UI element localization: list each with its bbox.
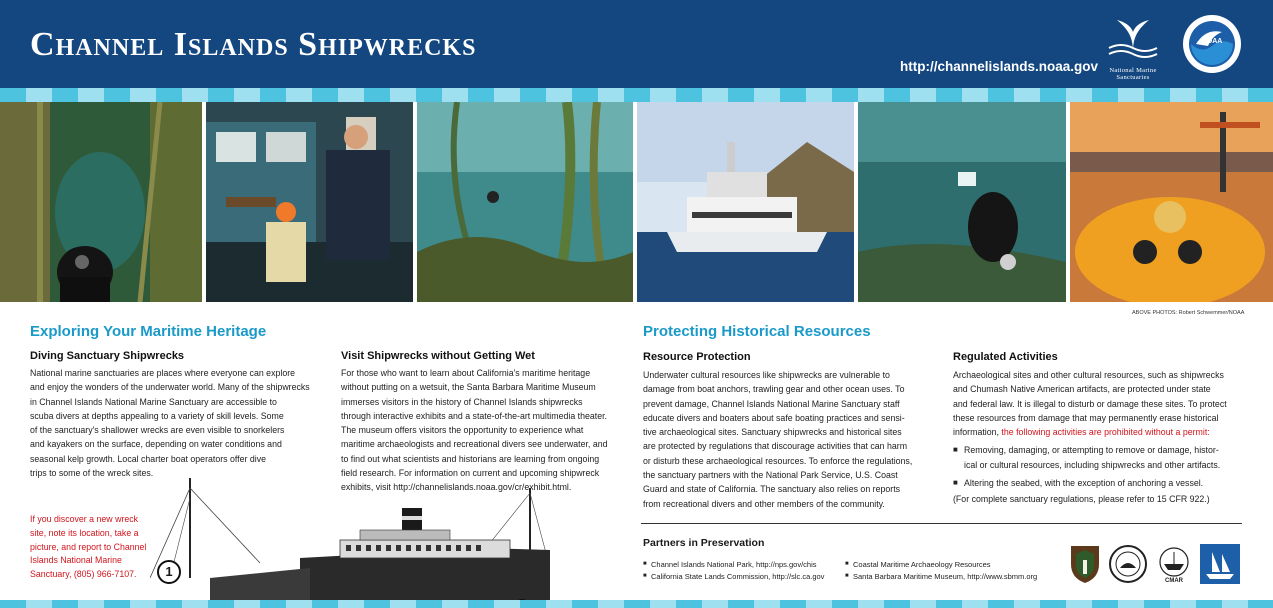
text-line: National marine sanctuaries are places where everyone can explore bbox=[30, 368, 296, 378]
decorative-stripe-bottom bbox=[0, 600, 1273, 608]
text-line: If you discover a new wreck bbox=[30, 514, 139, 524]
report-wreck-notice bbox=[30, 513, 173, 582]
sbmm-ship-logo bbox=[1200, 544, 1240, 584]
text-line: or disturb these archaeological resources. To enforce the regulations, bbox=[643, 455, 913, 466]
partner-item: ■ California State Lands Commission, http://slc.ca.gov bbox=[643, 571, 824, 583]
text-line: Archaeological sites and other cultural resources, such as shipwrecks bbox=[953, 370, 1224, 380]
text-line: are protected by regulations that discourage activities that can harm bbox=[643, 441, 908, 452]
diving-shipwrecks-text bbox=[30, 366, 330, 480]
text-line: ical or cultural resources, including shipwrecks and other artifacts. bbox=[964, 459, 1221, 470]
partner-item: ■ Santa Barbara Maritime Museum, http://www.sbmm.org bbox=[845, 571, 1037, 583]
photo-diver-with-camera bbox=[858, 102, 1066, 302]
text-line: picture, and report to Channel bbox=[30, 541, 147, 552]
partners-divider bbox=[641, 523, 1242, 524]
text-line: and enjoy the wonders of the underwater world. Many of the shipwrecks bbox=[30, 382, 310, 393]
nms-logo-line-1: National Marine bbox=[1109, 67, 1157, 74]
heading-exploring-heritage: Exploring Your Maritime Heritage bbox=[30, 323, 267, 340]
partners-list-col1 bbox=[643, 559, 824, 582]
text-line: without putting on a wetsuit, the Santa Barbara Maritime Museum bbox=[341, 382, 596, 393]
partner-item: ■ Coastal Maritime Archaeology Resources bbox=[845, 559, 1037, 571]
text-line: through interactive exhibits and a state-of-the-art multimedia theater. bbox=[341, 410, 608, 421]
prohibited-item-2 bbox=[953, 476, 1253, 490]
nms-logo-line-2: Sanctuaries bbox=[1116, 74, 1150, 81]
whale-tail-icon bbox=[1103, 8, 1163, 60]
text-line: field research. For information on current and upcoming shipwreck bbox=[341, 468, 600, 479]
text-line: scuba divers at depths appealing to a variety of skill levels. Some bbox=[30, 410, 284, 421]
subheading-resource-protection: Resource Protection bbox=[643, 351, 751, 363]
slc-seal-logo bbox=[1108, 544, 1148, 584]
resource-protection-text bbox=[643, 368, 943, 511]
text-line: Sanctuary, (805) 966-7107. bbox=[30, 569, 137, 580]
text-line: trips to some of the wreck sites. bbox=[30, 468, 154, 479]
page-title: Channel Islands Shipwrecks bbox=[30, 26, 477, 63]
nps-arrowhead-logo bbox=[1068, 544, 1102, 584]
photo-museum-exhibit-visitors bbox=[206, 102, 413, 302]
subheading-regulated-activities: Regulated Activities bbox=[953, 351, 1058, 363]
regulated-activities-text bbox=[953, 368, 1253, 507]
photo-noaa-research-vessel bbox=[637, 102, 854, 302]
text-line bbox=[953, 425, 1253, 439]
regulations-footnote: (For complete sanctuary regulations, please refer to 15 CFR 922.) bbox=[953, 494, 1210, 505]
national-marine-sanctuaries-logo bbox=[1098, 8, 1168, 84]
cmar-logo bbox=[1154, 544, 1194, 584]
photo-kelp-forest-diver bbox=[417, 102, 633, 302]
partner-item: ■ Channel Islands National Park, http://nps.gov/chis bbox=[643, 559, 824, 571]
prohibited-intro: the following activities are prohibited without a permit: bbox=[1001, 427, 1210, 438]
text-line: and federal law. It is illegal to disturb or damage these sites. To protect bbox=[953, 398, 1227, 409]
text-line: to find out what scientists and historians are learning from ongoing bbox=[341, 453, 600, 464]
text-line: seasonal kelp growth. Local charter boat operators offer dive bbox=[30, 453, 267, 464]
text-line: immerses visitors in the history of Channel Islands shipwrecks bbox=[341, 396, 583, 407]
text-line: Islands National Marine bbox=[30, 555, 122, 566]
cmar-logo-text: CMAR bbox=[1165, 578, 1183, 584]
location-marker-number: 1 bbox=[165, 564, 173, 579]
text-line: Guard and state of California. The sanctuary also relies on reports bbox=[643, 484, 901, 495]
photo-yellow-submersible bbox=[1070, 102, 1273, 302]
decorative-stripe-top bbox=[0, 88, 1273, 102]
text-line: ■ Removing, damaging, or attempting to remove or damage, histor- bbox=[964, 445, 1219, 456]
text-line: Underwater cultural resources like shipwrecks are vulnerable to bbox=[643, 370, 890, 380]
text-line: from recreational divers and other members of the community. bbox=[643, 498, 885, 509]
text-line: prevent damage, Channel Islands National Marine Sanctuary staff bbox=[643, 398, 900, 409]
partners-list-col2 bbox=[845, 559, 1037, 582]
text-line: these resources from damage that may permanently erase historical bbox=[953, 412, 1219, 423]
prohibited-item-1 bbox=[953, 443, 1253, 472]
historic-steamship-illustration bbox=[150, 468, 550, 608]
location-marker-1 bbox=[157, 560, 181, 584]
heading-protecting-resources: Protecting Historical Resources bbox=[643, 323, 871, 340]
partners-heading: Partners in Preservation bbox=[643, 537, 765, 549]
text-line: exhibits, visit http://channelislands.noaa.gov/cr/exhibit.html. bbox=[341, 482, 572, 493]
subheading-visit-shipwrecks: Visit Shipwrecks without Getting Wet bbox=[341, 350, 535, 362]
text-line: educate divers and boaters about safe boating practices and sensi- bbox=[643, 412, 905, 423]
last-line-start: information, bbox=[953, 427, 1002, 438]
text-line: tive archaeological sites. Sanctuary shipwrecks and historical sites bbox=[643, 427, 902, 438]
subheading-diving-shipwrecks: Diving Sanctuary Shipwrecks bbox=[30, 350, 185, 362]
text-line: and Chumash Native American artifacts, are protected under state bbox=[953, 384, 1211, 395]
text-line: The museum offers visitors the opportunity to experience what bbox=[341, 425, 584, 436]
text-line: in Channel Islands National Marine Sanctuary are accessible to bbox=[30, 396, 277, 407]
text-line: damage from boat anchors, trawling gear and other ocean uses. To bbox=[643, 384, 905, 395]
text-line: and kayakers on the surface, depending on water conditions and bbox=[30, 439, 282, 450]
header-banner bbox=[0, 0, 1273, 88]
photo-credit: ABOVE PHOTOS: Robert Schwemmer/NOAA bbox=[1132, 310, 1245, 316]
noaa-logo bbox=[1182, 14, 1242, 74]
text-line: of the sanctuary's shallower wrecks are even visible to snorkelers bbox=[30, 425, 285, 436]
text-line: site, note its location, take a bbox=[30, 527, 139, 538]
text-line: the sanctuary partners with the National Park Service, U.S. Coast bbox=[643, 470, 898, 481]
text-line: maritime archaeologists and recreational divers see underwater, and bbox=[341, 439, 608, 450]
text-line: ■ Altering the seabed, with the exception of anchoring a vessel. bbox=[964, 478, 1204, 489]
website-url[interactable]: http://channelislands.noaa.gov bbox=[900, 59, 1099, 74]
noaa-logo-text: NOAA bbox=[1201, 38, 1223, 45]
text-line: For those who want to learn about California's maritime heritage bbox=[341, 368, 591, 378]
photo-diver-in-shipwreck bbox=[0, 102, 202, 302]
